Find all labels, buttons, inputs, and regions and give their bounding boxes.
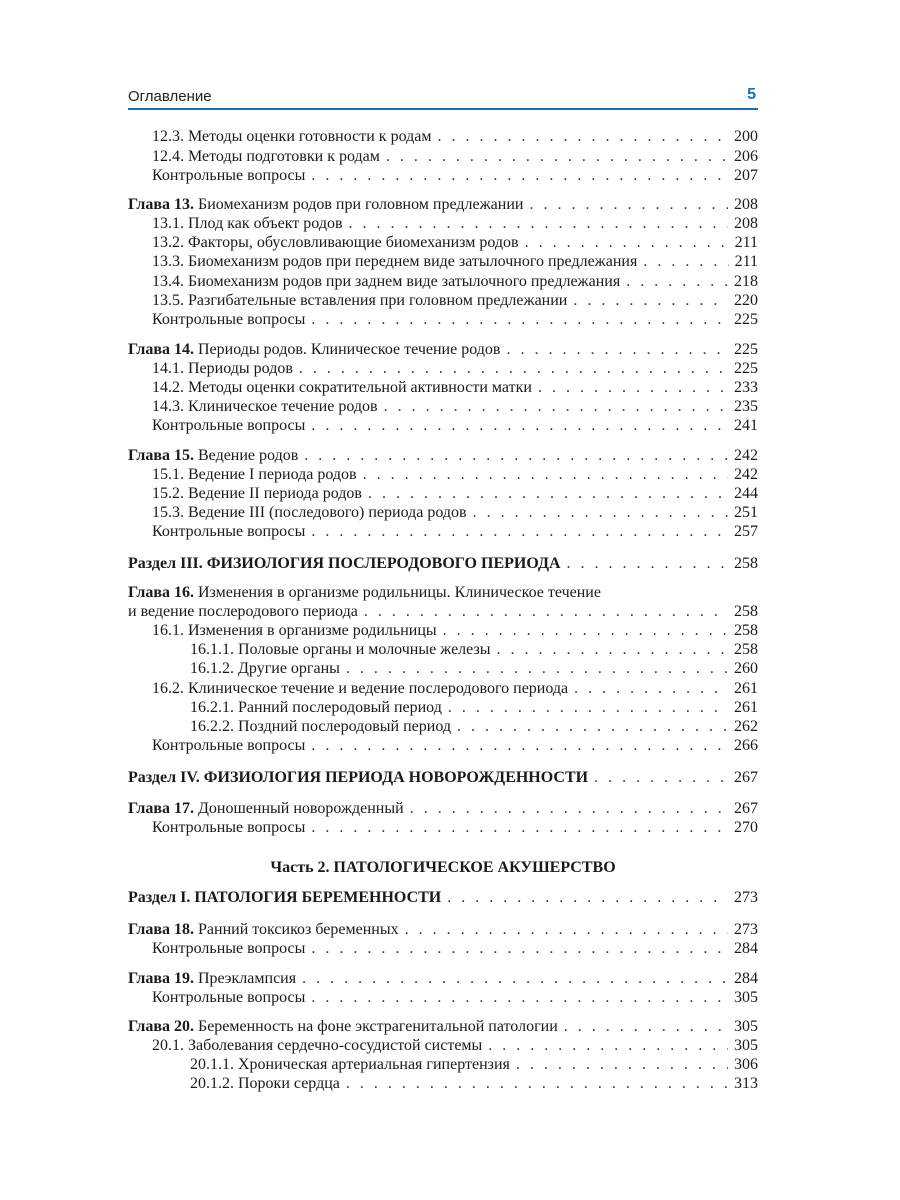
dot-leader (311, 939, 728, 959)
toc-entry-text: Контрольные вопросы (152, 940, 306, 957)
toc-page-number: 267 (734, 800, 758, 817)
toc-entry-text: 14.2. Методы оценки сократительной активности матки (152, 379, 532, 396)
toc-entry-text: 20.1.2. Пороки сердца (190, 1075, 340, 1092)
header-page-number: 5 (747, 86, 756, 103)
toc-entry-text: 16.1.1. Половые органы и молочные железы (190, 641, 491, 658)
toc-entry-label: Глава 17. (128, 800, 194, 817)
toc-entry-text: Изменения в организме родильницы. Клиническое течение (194, 584, 601, 601)
toc-page-number: 220 (734, 292, 758, 309)
toc-entry-text: Контрольные вопросы (152, 523, 306, 540)
toc-entry[interactable] (128, 214, 758, 234)
toc-page-number: 208 (734, 215, 758, 232)
toc-entry[interactable] (128, 446, 758, 466)
toc-page-number: 261 (734, 699, 758, 716)
toc-entry[interactable] (128, 554, 758, 574)
dot-leader (386, 147, 728, 167)
toc-page-number: 233 (734, 379, 758, 396)
toc-entry-text: 13.3. Биомеханизм родов при переднем виде затылочного предлежания (152, 253, 638, 270)
toc-page-number: 262 (734, 718, 758, 735)
toc-entry-title (190, 640, 491, 660)
toc-entry-title (190, 1055, 510, 1075)
toc-entry[interactable] (128, 465, 758, 485)
toc-entry[interactable] (128, 378, 758, 398)
toc-entry-title (152, 522, 305, 542)
toc-entry-title (152, 484, 362, 504)
toc-entry-title (152, 736, 305, 756)
toc-entry-text: Доношенный новорожденный (194, 800, 404, 817)
toc-entry-text: 13.5. Разгибательные вставления при головном предлежании (152, 292, 568, 309)
dot-leader (516, 1055, 728, 1075)
toc-page-number: 273 (734, 921, 758, 938)
toc-entry[interactable] (128, 969, 758, 989)
dot-leader (564, 1017, 728, 1037)
toc-entry[interactable] (128, 939, 758, 959)
toc-entry-text: Контрольные вопросы (152, 311, 306, 328)
toc-entry[interactable] (128, 310, 758, 330)
dot-leader (364, 602, 728, 622)
dot-leader (538, 378, 728, 398)
toc-entry-title (152, 233, 519, 253)
dot-leader (311, 166, 728, 186)
toc-entry-text: Биомеханизм родов при головном предлежании (194, 196, 524, 213)
toc-entry-text: 16.2. Клиническое течение и ведение послеродового периода (152, 680, 569, 697)
toc-entry-text: 12.3. Методы оценки готовности к родам (152, 128, 432, 145)
toc-page-number: 207 (734, 167, 758, 184)
toc-entry-text: Преэклампсия (194, 970, 297, 987)
toc-page-number: 305 (734, 1018, 758, 1035)
toc-entry-title (152, 416, 305, 436)
toc-entry[interactable] (128, 621, 758, 641)
toc-entry-title (152, 147, 380, 167)
toc-entry-label: Раздел IV. ФИЗИОЛОГИЯ ПЕРИОДА НОВОРОЖДЕННОСТИ (128, 769, 589, 786)
toc-entry-title (152, 378, 532, 398)
toc-entry-title (152, 166, 305, 186)
toc-entry-text: 16.2.1. Ранний послеродовый период (190, 699, 442, 716)
dot-leader (497, 640, 728, 660)
dot-leader (443, 621, 728, 641)
toc-entry-label: Глава 14. (128, 341, 194, 358)
dot-leader (304, 446, 728, 466)
toc-entry[interactable] (128, 359, 758, 379)
toc-entry[interactable] (128, 768, 758, 788)
toc-entry-text: Беременность на фоне экстрагенитальной патологии (194, 1018, 558, 1035)
toc-page-number: 258 (734, 622, 758, 639)
dot-leader (594, 768, 728, 788)
toc-entry-title (128, 583, 758, 603)
toc-entry[interactable] (128, 698, 758, 718)
toc-entry-text: и ведение послеродового периода (128, 603, 358, 620)
toc-entry-title (152, 214, 343, 234)
toc-entry-text: 13.4. Биомеханизм родов при заднем виде затылочного предлежания (152, 273, 621, 290)
toc-entry-text: 16.1. Изменения в организме родильницы (152, 622, 437, 639)
toc-entry-label: Раздел I. ПАТОЛОГИЯ БЕРЕМЕННОСТИ (128, 889, 442, 906)
toc-entry-text: Контрольные вопросы (152, 737, 306, 754)
toc-entry[interactable] (128, 272, 758, 292)
toc-entry-title (128, 768, 588, 788)
toc-entry[interactable] (128, 920, 758, 940)
toc-entry-label: Глава 20. (128, 1018, 194, 1035)
dot-leader (302, 969, 728, 989)
toc-entry-title (190, 717, 451, 737)
dot-leader (410, 799, 728, 819)
toc-page-number: 284 (734, 940, 758, 957)
toc-entry-text: 13.1. Плод как объект родов (152, 215, 343, 232)
dot-leader (447, 888, 728, 908)
toc-entry[interactable] (128, 166, 758, 186)
toc-entry-title (128, 446, 298, 466)
toc-page-number: 284 (734, 970, 758, 987)
toc-entry-title (190, 698, 442, 718)
toc-entry-text: Контрольные вопросы (152, 417, 306, 434)
toc-entry[interactable] (128, 503, 758, 523)
toc-entry-title (152, 272, 620, 292)
toc-entry-title (152, 310, 305, 330)
toc-entry[interactable] (128, 252, 758, 272)
toc-page-number: 305 (734, 1037, 758, 1054)
toc-entry-title (190, 659, 340, 679)
toc-entry[interactable] (128, 127, 758, 147)
dot-leader (448, 698, 728, 718)
toc-entry[interactable] (128, 397, 758, 417)
toc-page-number: 218 (734, 273, 758, 290)
toc-entry[interactable] (128, 291, 758, 311)
toc-entry-text: 15.2. Ведение II периода родов (152, 485, 362, 502)
dot-leader (488, 1036, 728, 1056)
toc-entry-title (152, 127, 431, 147)
toc-entry-title (128, 340, 500, 360)
dot-leader (311, 736, 728, 756)
header-title: Оглавление (128, 88, 212, 105)
toc-entry-text: Контрольные вопросы (152, 819, 306, 836)
toc-entry-text: 16.1.2. Другие органы (190, 660, 340, 677)
toc-entry-text: Ранний токсикоз беременных (194, 921, 399, 938)
toc-entry[interactable] (128, 484, 758, 504)
toc-entry-title (152, 503, 467, 523)
toc-entry[interactable] (128, 640, 758, 660)
toc-page-number: 270 (734, 819, 758, 836)
toc-entry[interactable] (128, 799, 758, 819)
page-header (128, 86, 758, 110)
toc-entry-text: Периоды родов. Клиническое течение родов (194, 341, 501, 358)
toc-entry-text: 16.2.2. Поздний послеродовый период (190, 718, 452, 735)
toc-entry-title (152, 465, 357, 485)
toc-entry-text: 13.2. Факторы, обусловливающие биомеханизм родов (152, 234, 519, 251)
toc-entry[interactable] (128, 679, 758, 699)
dot-leader (384, 397, 728, 417)
toc-entry[interactable] (128, 340, 758, 360)
toc-entry[interactable] (128, 1055, 758, 1075)
toc-entry-title (152, 359, 293, 379)
toc-entry-label: Глава 18. (128, 921, 194, 938)
toc-entry-text: Ведение родов (194, 447, 299, 464)
toc-entry[interactable] (128, 1017, 758, 1037)
toc-entry[interactable] (128, 888, 758, 908)
dot-leader (311, 416, 728, 436)
toc-page-number: 258 (734, 555, 758, 572)
toc-entry-label: Глава 16. (128, 584, 194, 601)
toc-page-number: 241 (734, 417, 758, 434)
dot-leader (506, 340, 728, 360)
dot-leader (574, 679, 728, 699)
dot-leader (529, 195, 728, 215)
toc-page-number: 225 (734, 341, 758, 358)
dot-leader (473, 503, 728, 523)
toc-entry[interactable] (128, 736, 758, 756)
dot-leader (363, 465, 728, 485)
toc-page-number: 306 (734, 1056, 758, 1073)
toc-entry-title (128, 554, 561, 574)
dot-leader (346, 1074, 728, 1094)
toc-entry-label: Глава 15. (128, 447, 194, 464)
toc-entry-title (152, 1036, 482, 1056)
toc-entry[interactable] (128, 818, 758, 838)
dot-leader (311, 522, 728, 542)
toc-entry-text: 14.1. Периоды родов (152, 360, 293, 377)
toc-entry-title (152, 988, 305, 1008)
toc-page-number: 258 (734, 603, 758, 620)
toc-entry-label: Глава 19. (128, 970, 194, 987)
toc-entry-text: 14.3. Клиническое течение родов (152, 398, 378, 415)
toc-entry[interactable] (128, 416, 758, 436)
toc-page-number: 208 (734, 196, 758, 213)
dot-leader (437, 127, 728, 147)
toc-page-number: 235 (734, 398, 758, 415)
toc-entry-text: Контрольные вопросы (152, 989, 306, 1006)
toc-entry-text: 15.3. Ведение III (последового) периода родов (152, 504, 467, 521)
dot-leader (346, 659, 728, 679)
toc-entry-title (128, 888, 441, 908)
toc-entry-text: 20.1. Заболевания сердечно-сосудистой системы (152, 1037, 483, 1054)
toc-page-number: 251 (734, 504, 758, 521)
toc-page-number: 273 (734, 889, 758, 906)
toc-entry[interactable] (128, 1074, 758, 1094)
toc-entry-text: 12.4. Методы подготовки к родам (152, 148, 380, 165)
toc-page-number: 211 (734, 234, 758, 251)
toc-entry[interactable] (128, 583, 758, 603)
toc-entry-title (152, 397, 378, 417)
toc-entry-title (152, 818, 305, 838)
dot-leader (311, 818, 728, 838)
toc-page-number: 225 (734, 311, 758, 328)
toc-entry-title (152, 252, 637, 272)
dot-leader (643, 252, 728, 272)
part-title: Часть 2. ПАТОЛОГИЧЕСКОЕ АКУШЕРСТВО (270, 859, 616, 876)
dot-leader (573, 291, 728, 311)
toc-entry[interactable] (128, 195, 758, 215)
toc-page-number: 260 (734, 660, 758, 677)
toc-entry-title (152, 679, 568, 699)
toc-entry[interactable] (128, 602, 758, 622)
toc-entry[interactable] (128, 147, 758, 167)
dot-leader (368, 484, 728, 504)
toc-entry-title (128, 969, 296, 989)
toc-page-number: 258 (734, 641, 758, 658)
toc-entry-label: Раздел III. ФИЗИОЛОГИЯ ПОСЛЕРОДОВОГО ПЕРИОДА (128, 555, 561, 572)
toc-page-number: 211 (734, 253, 758, 270)
toc-page-number: 257 (734, 523, 758, 540)
toc-entry-text: 15.1. Ведение I периода родов (152, 466, 357, 483)
toc-page-number: 225 (734, 360, 758, 377)
toc-page-number: 242 (734, 447, 758, 464)
toc-page-number: 244 (734, 485, 758, 502)
toc-entry[interactable] (128, 988, 758, 1008)
dot-leader (349, 214, 728, 234)
dot-leader (311, 988, 728, 1008)
toc-entry-title (128, 195, 523, 215)
toc-page-number: 200 (734, 128, 758, 145)
toc-page-number: 305 (734, 989, 758, 1006)
dot-leader (405, 920, 728, 940)
toc-page-number: 266 (734, 737, 758, 754)
toc-entry-text: 20.1.1. Хроническая артериальная гипертензия (190, 1056, 510, 1073)
dot-leader (626, 272, 728, 292)
toc-entry-text: Контрольные вопросы (152, 167, 306, 184)
dot-leader (525, 233, 729, 253)
toc-page-number: 267 (734, 769, 758, 786)
toc-entry-title (152, 291, 567, 311)
toc-entry[interactable] (128, 659, 758, 679)
toc-entry-title (128, 602, 358, 622)
toc-entry-title (152, 621, 437, 641)
toc-entry[interactable] (128, 717, 758, 737)
toc-entry-title (128, 920, 399, 940)
dot-leader (567, 554, 728, 574)
toc-entry-title (128, 799, 404, 819)
toc-entry[interactable] (128, 1036, 758, 1056)
toc-page-number: 261 (734, 680, 758, 697)
dot-leader (457, 717, 728, 737)
dot-leader (299, 359, 728, 379)
dot-leader (311, 310, 728, 330)
toc-entry-title (128, 1017, 558, 1037)
toc-entry-label: Глава 13. (128, 196, 194, 213)
toc-page-number: 313 (734, 1075, 758, 1092)
toc-entry-title (190, 1074, 340, 1094)
toc-page-number: 206 (734, 148, 758, 165)
toc-page-number: 242 (734, 466, 758, 483)
toc-entry-title (152, 939, 305, 959)
toc-entry[interactable] (128, 233, 758, 253)
toc-entry[interactable] (128, 522, 758, 542)
